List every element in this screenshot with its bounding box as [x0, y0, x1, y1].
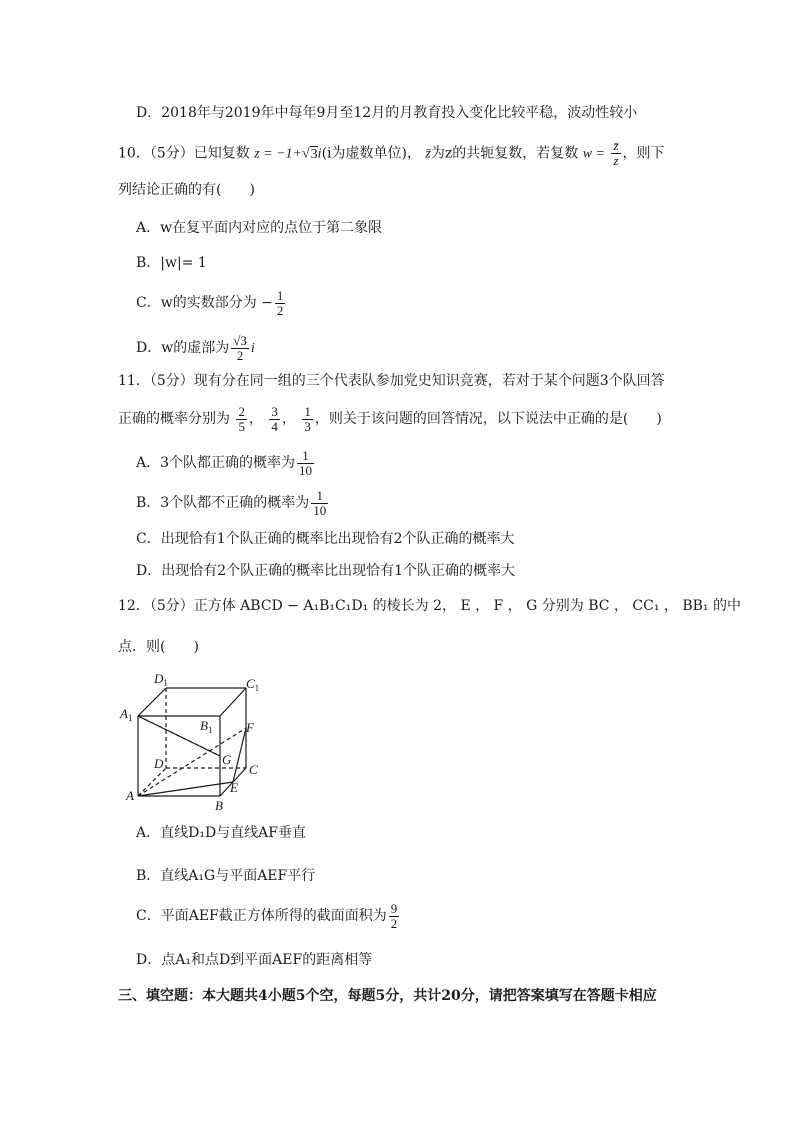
label-d: D	[154, 756, 164, 771]
q12-option-a: A．直线D₁D与直线AF垂直	[136, 825, 306, 841]
label-g: G	[222, 752, 232, 767]
q12-option-d: D．点A₁和点D到平面AEF的距离相等	[136, 952, 373, 968]
fraction-2-5: $\frac{2}{5}$	[238, 403, 245, 434]
q9-option-d: D．2018年与2019年中每年9月至12月的月教育投入变化比较平稳，波动性较小	[136, 105, 638, 121]
q10-option-b: B．|w|= 1	[136, 255, 207, 271]
q10-option-a: A．w在复平面内对应的点位于第二象限	[136, 220, 383, 236]
label-c1: $C_1$	[246, 676, 260, 693]
section-3-heading: 三、填空题：本大题共4小题5个空，每题5分，共计20分，请把答案填写在答题卡相应	[118, 988, 657, 1004]
label-a: A	[126, 788, 134, 803]
q11-option-a: A．3个队都正确的概率为 $\frac{1}{10}$	[136, 447, 313, 478]
q12-option-b: B．直线A₁G与平面AEF平行	[136, 868, 316, 884]
q12-option-c: C．平面AEF截正方体所得的截面面积为 $\frac{9}{2}$	[136, 900, 398, 931]
fraction-1-3: $\frac{1}{3}$	[304, 403, 311, 434]
q12-stem-line1: 12．（5分）正方体 ABCD − A₁B₁C₁D₁ 的棱长为 2， E ， F ， G 分别为 BC ， CC₁ ， BB₁ 的中	[118, 598, 741, 614]
fraction-3-4: $\frac{3}{4}$	[271, 403, 278, 434]
edge-b1-c1	[220, 688, 246, 716]
q11-stem-line1: 11．（5分）现有分在同一组的三个代表队参加党史知识竞赛，若对于某个问题3个队回答	[118, 373, 665, 389]
fraction-one-half: $\frac{1}{2}$	[276, 287, 284, 318]
fraction-9-2: $\frac{9}{2}$	[390, 900, 398, 931]
q11-option-d: D．出现恰有2个队正确的概率比出现恰有1个队正确的概率大	[136, 563, 516, 579]
q10-stem-line2: 列结论正确的有( )	[118, 182, 255, 198]
fraction-1-10-b: $\frac{1}{10}$	[313, 487, 327, 518]
label-a1: $A_1$	[120, 706, 133, 723]
label-e: E	[230, 780, 238, 795]
fraction-zbar-over-z: $\frac{z̄}{z}$	[613, 138, 619, 168]
q10-option-c: C．w的实数部分为 − $\frac{1}{2}$	[136, 287, 284, 318]
sqrt-three: √3	[301, 146, 318, 162]
label-f: F	[246, 720, 254, 735]
fraction-sqrt3-over-2: $\frac{√3}{2}$	[233, 332, 247, 363]
label-b: B	[215, 798, 223, 813]
q12-stem-line2: 点．则( )	[118, 639, 199, 655]
q11-option-b: B．3个队都不正确的概率为 $\frac{1}{10}$	[136, 487, 327, 518]
q10-option-d: D．w的虚部为 $\frac{√3}{2}$ i	[136, 332, 255, 363]
label-d1: $D_1$	[154, 671, 168, 688]
cube-figure	[118, 668, 288, 818]
label-b1: $B_1$	[200, 718, 213, 735]
fraction-1-10-a: $\frac{1}{10}$	[299, 447, 313, 478]
q11-option-c: C．出现恰有1个队正确的概率比出现恰有2个队正确的概率大	[136, 531, 515, 547]
segment-a-e	[138, 782, 233, 796]
q11-stem-line2: 正确的概率分别为 $\frac{2}{5}$ ， $\frac{3}{4}$ ， $\frac{1}{3}$ ，则关于该问题的回答情况，以下说法中正确的是( )	[118, 403, 662, 434]
label-c: C	[249, 762, 258, 777]
edge-a-d	[138, 768, 166, 796]
edge-a1-d1	[138, 688, 166, 716]
segment-e-f	[233, 728, 246, 782]
q10-stem-line1: 10．（5分）已知复数 z = −1+√3i(i为虚数单位)， z̄为z的共轭复数，若复数 w = $\frac{z̄}{z}$ ，则下	[118, 138, 665, 168]
